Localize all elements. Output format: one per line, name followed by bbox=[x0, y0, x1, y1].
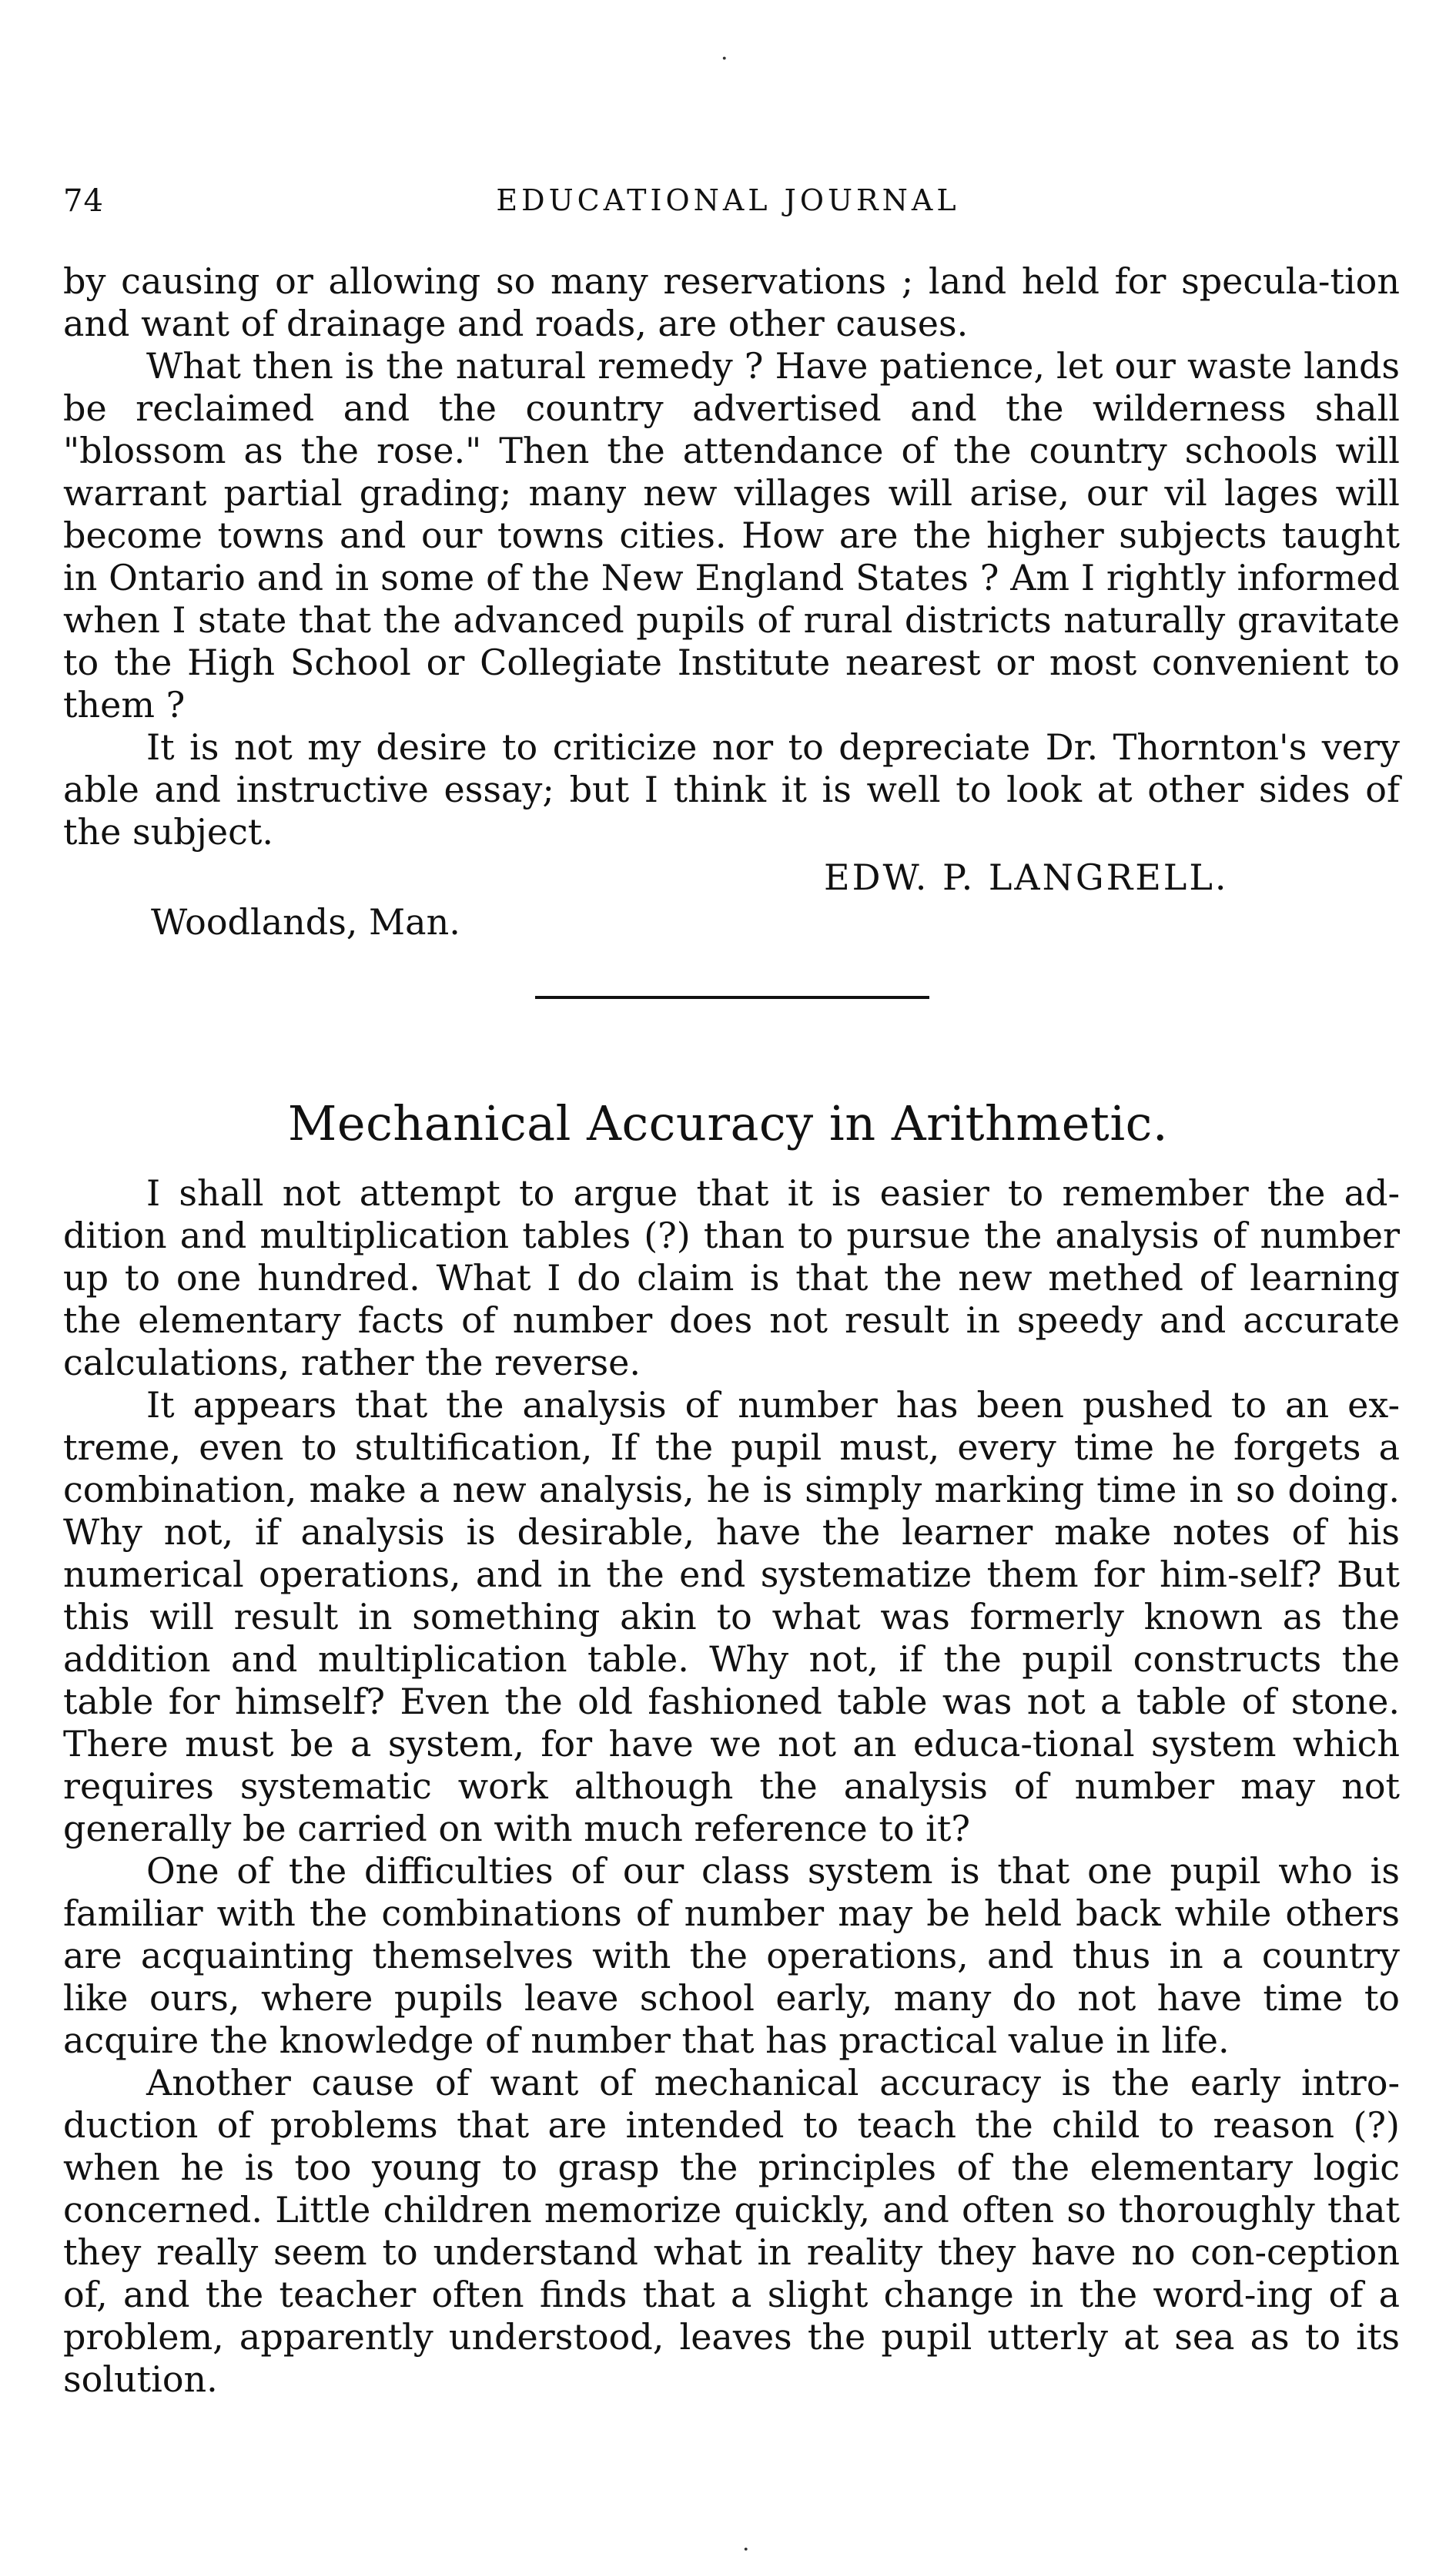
print-speck: · bbox=[742, 2536, 750, 2563]
running-head bbox=[63, 183, 1393, 222]
letter-body bbox=[63, 260, 1400, 853]
place-line: Woodlands, Man. bbox=[151, 901, 460, 943]
article-body bbox=[63, 1172, 1400, 2401]
section-divider bbox=[535, 996, 929, 999]
article-paragraph: I shall not attempt to argue that it is easier to remember the ad-dition and multiplication tables (?) than to pursue the analysis of number up to one hundred. What I do claim is that the new methed of learning the elementary facts of number does not result in speedy and accurate calculations, rather the reverse. bbox=[63, 1172, 1400, 1383]
letter-paragraph: What then is the natural remedy ? Have patience, let our waste lands be reclaimed and the country advertised and the wilderness shall "blossom as the rose." Then the attendance of the country schools will warrant partial grading; many new villages will arise, our vil lages will become towns and our towns cities. How are the higher subjects taught in Ontario and in some of the New England States ? Am I rightly informed when I state that the advanced pupils of rural districts naturally gravitate to the High School or Collegiate Institute nearest or most convenient to them ? bbox=[63, 345, 1400, 726]
article-title: Mechanical Accuracy in Arithmetic. bbox=[287, 1095, 1169, 1151]
article-paragraph: Another cause of want of mechanical accuracy is the early intro-duction of problems that are intended to teach the child to reason (?) when he is too young to grasp the principles of the elementary logic concerned. Little children memorize quickly, and often so thoroughly that they really seem to understand what in reality they have no con-ception of, and the teacher often finds that a slight change in the word-ing of a problem, apparently understood, leaves the pupil utterly at sea as to its solution. bbox=[63, 2062, 1400, 2400]
print-speck: · bbox=[721, 45, 728, 72]
article-paragraph: One of the difficulties of our class system is that one pupil who is familiar with the combinations of number may be held back while others are acquainting themselves with the operations, and thus in a country like ours, where pupils leave school early, many do not have time to acquire the knowledge of number that has practical value in life. bbox=[63, 1850, 1400, 2061]
letter-paragraph: It is not my desire to criticize nor to depreciate Dr. Thornton's very able and instructive essay; but I think it is well to look at other sides of the subject. bbox=[63, 726, 1400, 853]
page-number: 74 bbox=[63, 183, 104, 219]
article-paragraph: It appears that the analysis of number has been pushed to an ex-treme, even to stultification, If the pupil must, every time he forgets a combination, make a new analysis, he is simply marking time in so doing. Why not, if analysis is desirable, have the learner make notes of his numerical operations, and in the end systematize them for him-self? But this will result in something akin to what was formerly known as the addition and multiplication table. Why not, if the pupil constructs the table for himself? Even the old fashioned table was not a table of stone. There must be a system, for have we not an educa-tional system which requires systematic work although the analysis of number may not generally be carried on with much reference to it? bbox=[63, 1384, 1400, 1849]
journal-name: EDUCATIONAL JOURNAL bbox=[496, 183, 960, 217]
letter-paragraph: by causing or allowing so many reservations ; land held for specula-tion and want of drainage and roads, are other causes. bbox=[63, 260, 1400, 344]
signature: EDW. P. LANGRELL. bbox=[824, 856, 1229, 898]
